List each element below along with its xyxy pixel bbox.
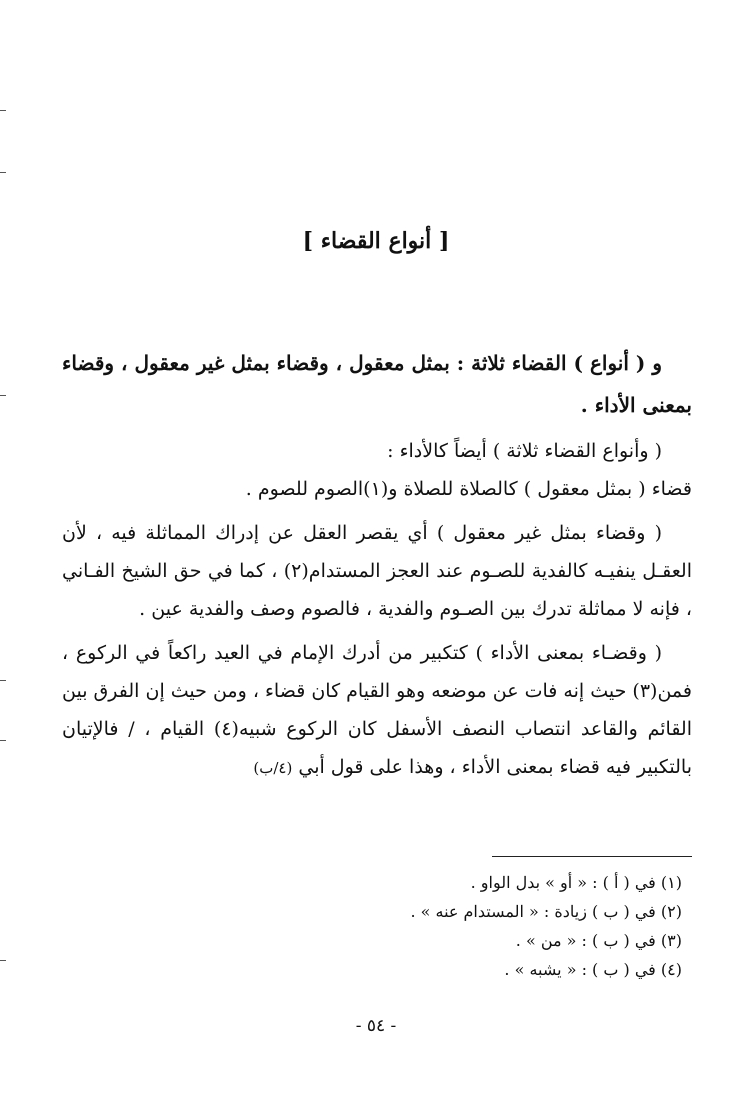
scan-mark bbox=[0, 960, 6, 961]
scan-mark bbox=[0, 395, 6, 396]
commentary-paragraph: ( وأنواع القضاء ثلاثة ) أيضاً كالأداء : bbox=[387, 440, 662, 462]
footnotes bbox=[62, 868, 692, 984]
footnote: (١) في ( أ ) : « أو » بدل الواو . bbox=[470, 873, 682, 892]
section-heading: [ أنواع القضاء ] bbox=[302, 228, 450, 254]
body-text bbox=[62, 342, 692, 787]
scan-mark bbox=[0, 172, 6, 173]
page-number: - ٥٤ - bbox=[355, 1016, 397, 1036]
commentary-paragraph: ( وقضاء بمثل غير معقول ) أي يقصر العقل عن إدراك المماثلة فيه ، لأن العقـل ينفيـه كالفدية للصـوم عند العجز المستدام(٢) ، كما في حق الشيخ الفـاني ، فإنه لا مماثلة تدرك بين الصـوم والفدية ، فالصوم وصف والفدية عين . bbox=[62, 522, 692, 620]
scan-mark bbox=[0, 680, 6, 681]
footnote-separator bbox=[492, 856, 692, 857]
commentary-paragraph: قضاء ( بمثل معقول ) كالصلاة للصلاة و(١)الصوم للصوم . bbox=[245, 478, 692, 500]
folio-marker: (٤/ب) bbox=[253, 759, 293, 777]
scan-mark bbox=[0, 740, 6, 741]
paragraph-text: ( وقضـاء بمعنى الأداء ) كتكبير من أدرك الإمام في العيد راكعاً في الركوع ، فمن(٣) حيث إنه فات عن موضعه وهو القيام كان قضاء ، ومن حيث إن الفرق بين القائم والقاعد انتصاب النصف الأسفل كان الركوع شبيه(٤) القيام ، / فالإتيان بالتكبير فيه قضاء بمعنى الأداء ، وهذا على قول أبي bbox=[62, 642, 692, 778]
matn-paragraph: و ( أنواع ) القضاء ثلاثة : بمثل معقول ، وقضاء بمثل غير معقول ، وقضاء بمعنى الأداء . bbox=[62, 351, 692, 417]
footnote: (٣) في ( ب ) : « من » . bbox=[515, 931, 682, 950]
footnote: (٢) في ( ب ) زيادة : « المستدام عنه » . bbox=[410, 902, 682, 921]
commentary-paragraph bbox=[62, 634, 692, 787]
footnote: (٤) في ( ب ) : « يشبه » . bbox=[504, 960, 682, 979]
scan-mark bbox=[0, 110, 6, 111]
